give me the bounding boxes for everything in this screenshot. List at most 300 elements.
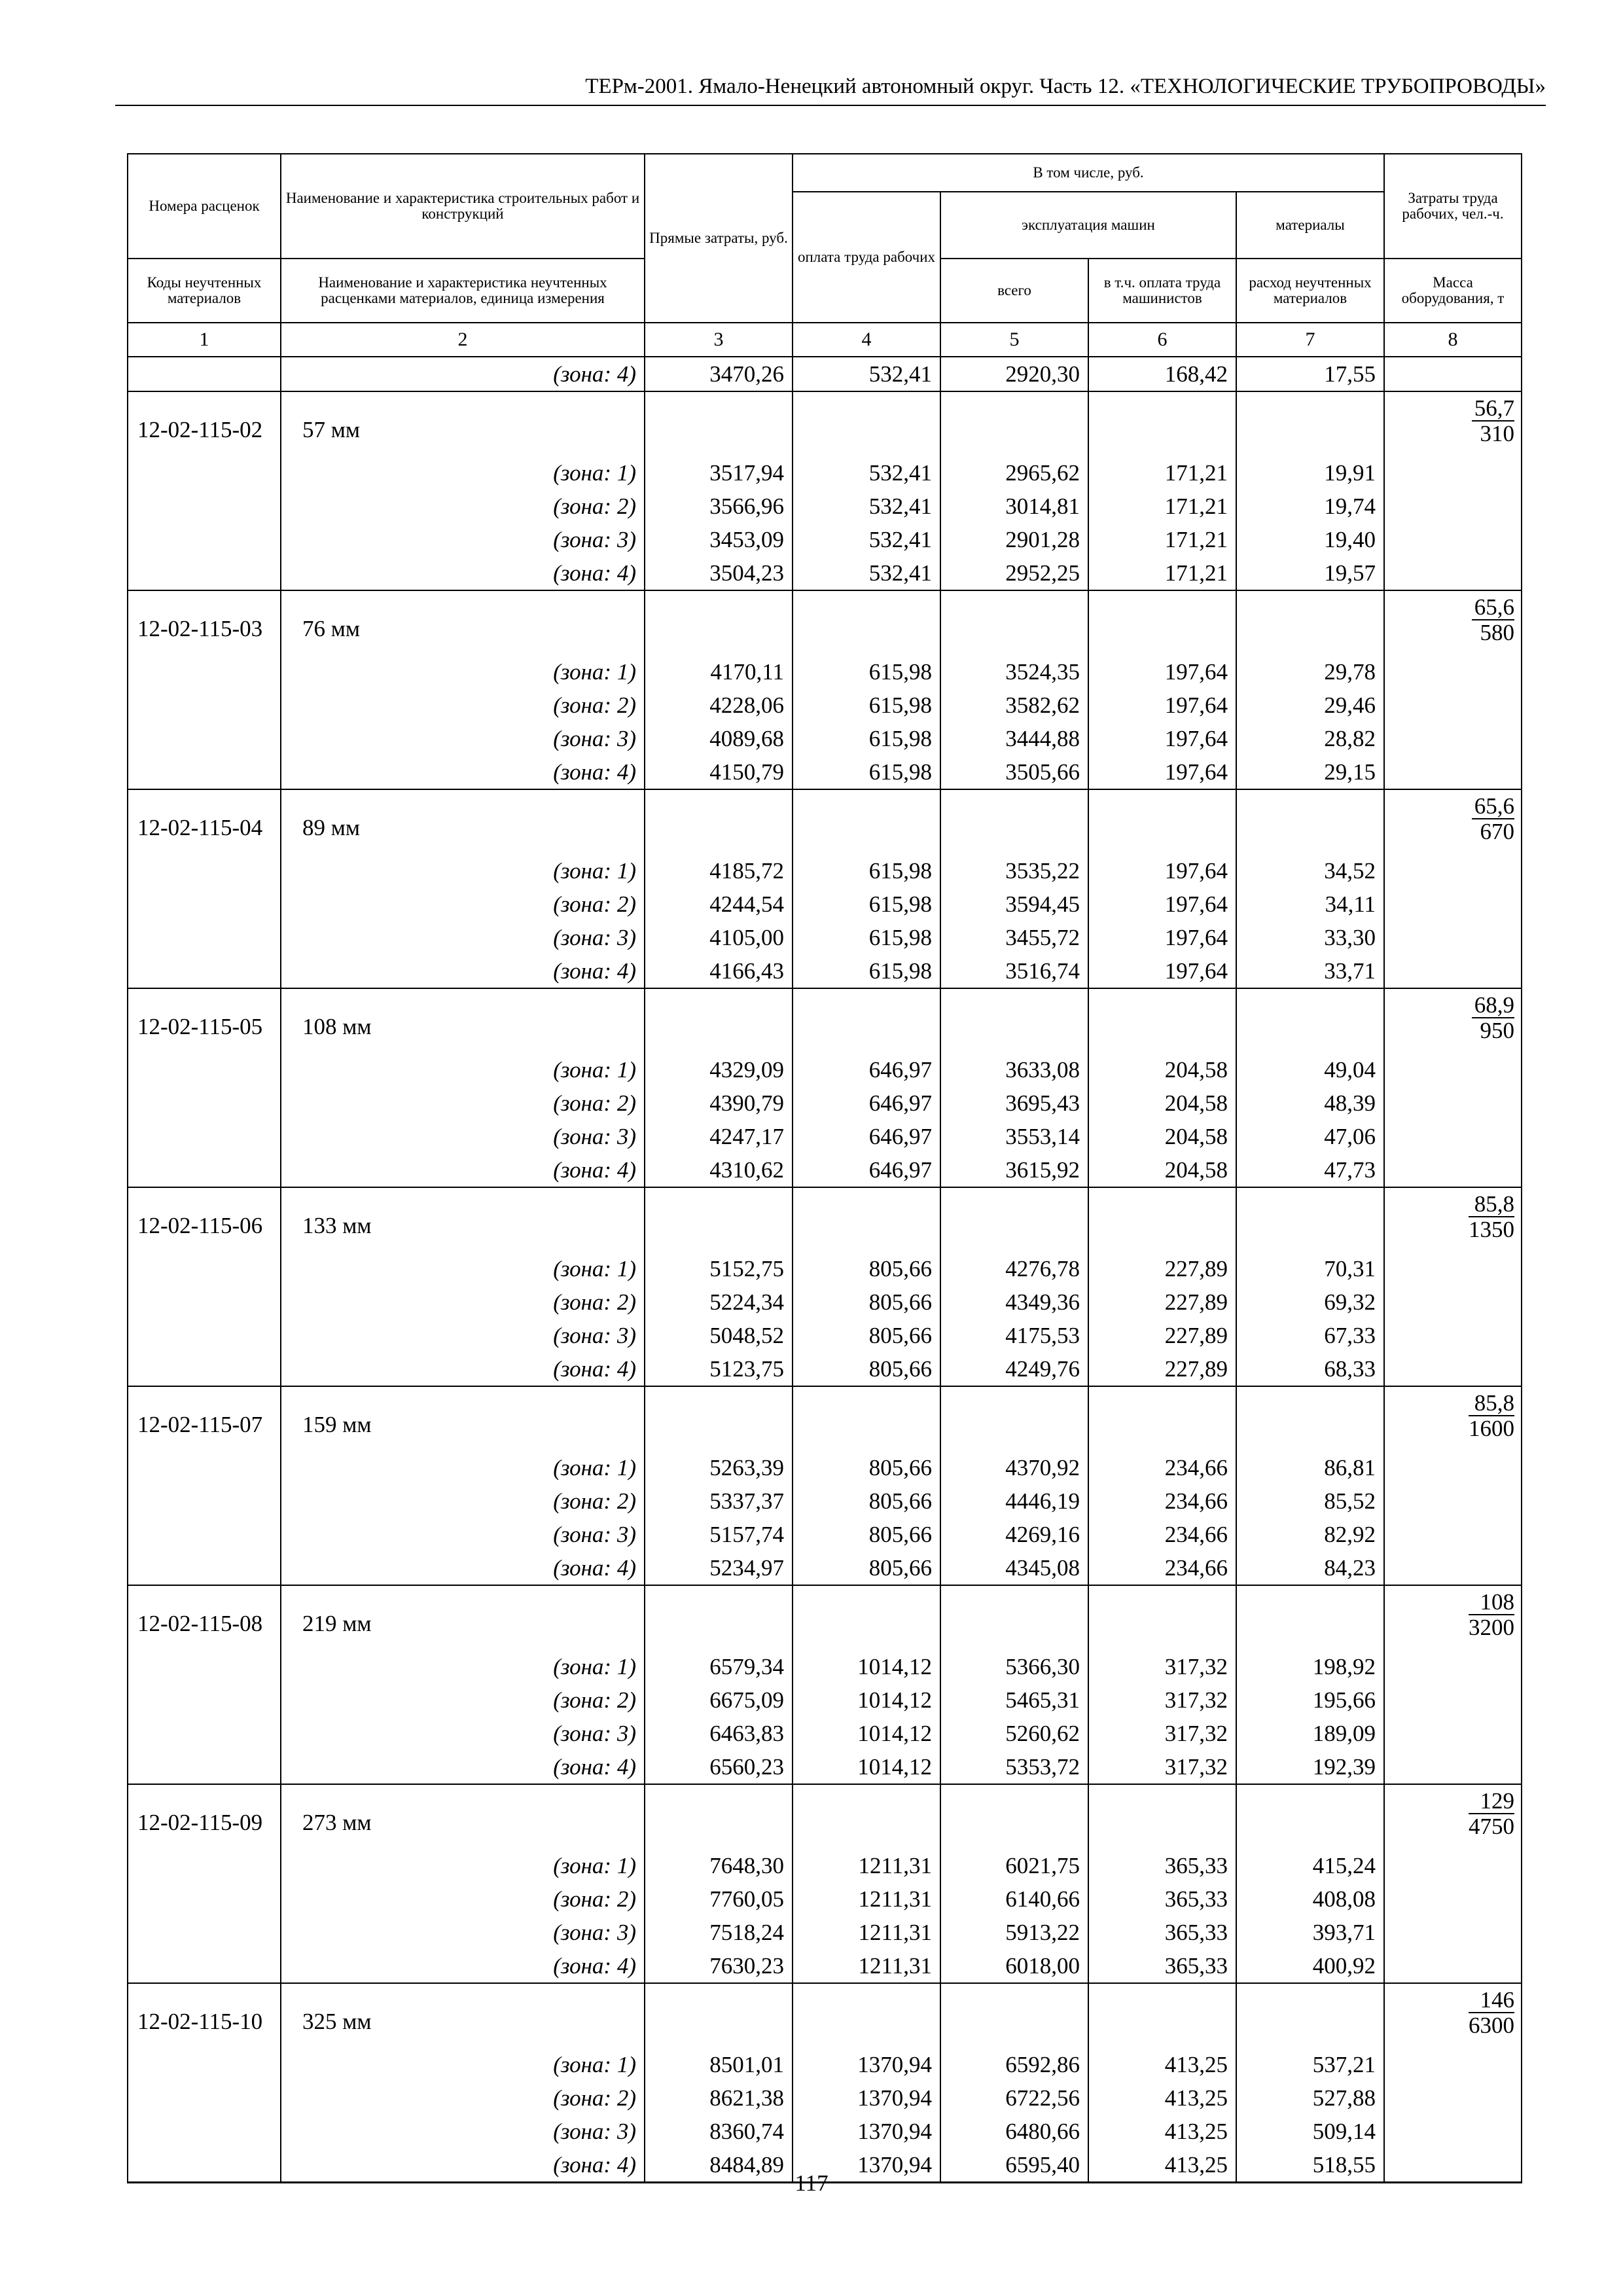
wages-value: 532,41 (793, 523, 940, 556)
operator-wages-value: 234,66 (1088, 1518, 1236, 1551)
direct-costs-value: 4105,00 (645, 921, 793, 954)
empty-cell (645, 1187, 793, 1252)
mass-cell (1384, 1285, 1522, 1319)
equipment-mass-value: 1600 (1469, 1416, 1515, 1441)
machines-total-value: 3516,74 (940, 954, 1088, 988)
operator-wages-value: 317,32 (1088, 1717, 1236, 1750)
wages-value: 615,98 (793, 888, 940, 921)
materials-value: 33,30 (1236, 921, 1384, 954)
mass-cell (1384, 1352, 1522, 1386)
machines-total-value: 3633,08 (940, 1053, 1088, 1086)
zone-label: (зона: 3) (281, 1518, 645, 1551)
machines-total-value: 6021,75 (940, 1849, 1088, 1882)
mass-cell (1384, 1518, 1522, 1551)
rate-code: 12-02-115-10 (128, 1983, 281, 2048)
rate-code: 12-02-115-02 (128, 391, 281, 456)
table-row (128, 1252, 1522, 1285)
machines-total-value: 6018,00 (940, 1949, 1088, 1983)
wages-value: 646,97 (793, 1053, 940, 1086)
materials-value: 408,08 (1236, 1882, 1384, 1916)
empty-cell (793, 391, 940, 456)
code-cell (128, 1285, 281, 1319)
zone-label: (зона: 2) (281, 2081, 645, 2115)
empty-cell (940, 1983, 1088, 2048)
labor-costs-value: 56,7 (1472, 396, 1514, 422)
equipment-mass-value: 580 (1480, 620, 1515, 645)
wages-value: 1211,31 (793, 1916, 940, 1949)
wages-value: 615,98 (793, 722, 940, 755)
materials-value: 189,09 (1236, 1717, 1384, 1750)
labor-mass-cell (1384, 1983, 1522, 2048)
direct-costs-value: 4228,06 (645, 689, 793, 722)
table-row (128, 1683, 1522, 1717)
materials-value: 509,14 (1236, 2115, 1384, 2148)
direct-costs-value: 5337,37 (645, 1484, 793, 1518)
table-row (128, 722, 1522, 755)
code-cell (128, 1882, 281, 1916)
operator-wages-value: 234,66 (1088, 1451, 1236, 1484)
mass-cell (1384, 1252, 1522, 1285)
wages-value: 532,41 (793, 456, 940, 490)
machines-total-value: 3553,14 (940, 1120, 1088, 1153)
rate-code: 12-02-115-05 (128, 988, 281, 1053)
zone-label: (зона: 4) (281, 357, 645, 391)
operator-wages-value: 197,64 (1088, 954, 1236, 988)
zone-label: (зона: 3) (281, 722, 645, 755)
zone-label: (зона: 2) (281, 1086, 645, 1120)
labor-mass-cell (1384, 391, 1522, 456)
mass-cell (1384, 1717, 1522, 1750)
materials-value: 29,46 (1236, 689, 1384, 722)
materials-value: 28,82 (1236, 722, 1384, 755)
column-number: 1 (128, 323, 281, 357)
table-row (128, 1153, 1522, 1187)
mass-cell (1384, 2081, 1522, 2115)
mass-cell (1384, 921, 1522, 954)
table-row (128, 1750, 1522, 1784)
materials-value: 19,57 (1236, 556, 1384, 590)
direct-costs-value: 8501,01 (645, 2048, 793, 2081)
labor-mass-fraction (1469, 1988, 1514, 2037)
materials-value: 67,33 (1236, 1319, 1384, 1352)
machines-total-value: 3524,35 (940, 655, 1088, 689)
rate-group-header-row (128, 1187, 1522, 1252)
direct-costs-value: 8484,89 (645, 2148, 793, 2183)
direct-costs-value: 6463,83 (645, 1717, 793, 1750)
mass-cell (1384, 1650, 1522, 1683)
labor-mass-fraction (1469, 1391, 1514, 1441)
table-row (128, 888, 1522, 921)
empty-cell (1088, 391, 1236, 456)
operator-wages-value: 204,58 (1088, 1153, 1236, 1187)
empty-cell (793, 1784, 940, 1849)
machines-total-value: 4370,92 (940, 1451, 1088, 1484)
materials-value: 34,52 (1236, 854, 1384, 888)
materials-value: 29,15 (1236, 755, 1384, 789)
direct-costs-value: 4390,79 (645, 1086, 793, 1120)
direct-costs-value: 4166,43 (645, 954, 793, 988)
materials-value: 85,52 (1236, 1484, 1384, 1518)
machines-total-value: 6480,66 (940, 2115, 1088, 2148)
zone-label: (зона: 4) (281, 1949, 645, 1983)
header-material-codes: Коды неучтенных материалов (128, 259, 281, 323)
table-row (128, 456, 1522, 490)
empty-cell (793, 988, 940, 1053)
code-cell (128, 1053, 281, 1086)
table-row (128, 2048, 1522, 2081)
code-cell (128, 1086, 281, 1120)
materials-value: 415,24 (1236, 1849, 1384, 1882)
materials-value: 69,32 (1236, 1285, 1384, 1319)
operator-wages-value: 197,64 (1088, 755, 1236, 789)
direct-costs-value: 3470,26 (645, 357, 793, 391)
code-cell (128, 888, 281, 921)
operator-wages-value: 365,33 (1088, 1949, 1236, 1983)
empty-cell (940, 988, 1088, 1053)
materials-value: 198,92 (1236, 1650, 1384, 1683)
mass-cell (1384, 1916, 1522, 1949)
work-name: 159 мм (281, 1386, 645, 1451)
direct-costs-value: 4329,09 (645, 1053, 793, 1086)
direct-costs-value: 5152,75 (645, 1252, 793, 1285)
column-number: 7 (1236, 323, 1384, 357)
operator-wages-value: 227,89 (1088, 1352, 1236, 1386)
operator-wages-value: 168,42 (1088, 357, 1236, 391)
zone-label: (зона: 3) (281, 523, 645, 556)
rate-code: 12-02-115-06 (128, 1187, 281, 1252)
column-number: 3 (645, 323, 793, 357)
operator-wages-value: 171,21 (1088, 556, 1236, 590)
code-cell (128, 1252, 281, 1285)
labor-mass-fraction (1472, 993, 1514, 1043)
empty-cell (940, 1187, 1088, 1252)
rate-group-header-row (128, 1784, 1522, 1849)
labor-mass-cell (1384, 590, 1522, 655)
operator-wages-value: 197,64 (1088, 722, 1236, 755)
column-number: 8 (1384, 323, 1522, 357)
materials-value: 34,11 (1236, 888, 1384, 921)
empty-cell (793, 1983, 940, 2048)
table-row (128, 1717, 1522, 1750)
code-cell (128, 854, 281, 888)
empty-cell (1236, 789, 1384, 854)
empty-cell (645, 1784, 793, 1849)
operator-wages-value: 197,64 (1088, 921, 1236, 954)
table-row (128, 1882, 1522, 1916)
zone-label: (зона: 4) (281, 556, 645, 590)
materials-value: 192,39 (1236, 1750, 1384, 1784)
direct-costs-value: 3453,09 (645, 523, 793, 556)
empty-cell (1088, 1585, 1236, 1650)
mass-cell (1384, 655, 1522, 689)
code-cell (128, 1451, 281, 1484)
table-row (128, 921, 1522, 954)
direct-costs-value: 5157,74 (645, 1518, 793, 1551)
empty-cell (1236, 988, 1384, 1053)
code-cell (128, 556, 281, 590)
header-wages: оплата труда рабочих (793, 192, 940, 323)
wages-value: 532,41 (793, 556, 940, 590)
operator-wages-value: 413,25 (1088, 2081, 1236, 2115)
mass-cell (1384, 456, 1522, 490)
machines-total-value: 2920,30 (940, 357, 1088, 391)
wages-value: 1014,12 (793, 1650, 940, 1683)
empty-cell (1088, 590, 1236, 655)
code-cell (128, 523, 281, 556)
rate-group-header-row (128, 1386, 1522, 1451)
table-row (128, 1949, 1522, 1983)
wages-value: 1014,12 (793, 1717, 940, 1750)
materials-value: 48,39 (1236, 1086, 1384, 1120)
rate-code: 12-02-115-08 (128, 1585, 281, 1650)
rate-code: 12-02-115-04 (128, 789, 281, 854)
zone-label: (зона: 3) (281, 1717, 645, 1750)
table-row (128, 854, 1522, 888)
header-machines: эксплуатация машин (940, 192, 1236, 259)
zone-label: (зона: 4) (281, 1551, 645, 1585)
equipment-mass-value: 310 (1480, 421, 1515, 446)
empty-cell (940, 1784, 1088, 1849)
machines-total-value: 2952,25 (940, 556, 1088, 590)
table-row (128, 1451, 1522, 1484)
materials-value: 49,04 (1236, 1053, 1384, 1086)
column-number: 4 (793, 323, 940, 357)
mass-cell (1384, 1551, 1522, 1585)
materials-value: 29,78 (1236, 655, 1384, 689)
operator-wages-value: 227,89 (1088, 1285, 1236, 1319)
operator-wages-value: 365,33 (1088, 1916, 1236, 1949)
wages-value: 1014,12 (793, 1683, 940, 1717)
rate-group-header-row (128, 988, 1522, 1053)
direct-costs-value: 3504,23 (645, 556, 793, 590)
machines-total-value: 3505,66 (940, 755, 1088, 789)
table-row (128, 523, 1522, 556)
empty-cell (645, 1386, 793, 1451)
empty-cell (1236, 1585, 1384, 1650)
column-number: 5 (940, 323, 1088, 357)
mass-cell (1384, 357, 1522, 391)
direct-costs-value: 5234,97 (645, 1551, 793, 1585)
wages-value: 646,97 (793, 1120, 940, 1153)
table-row (128, 357, 1522, 391)
header-material-names: Наименование и характеристика неучтенных расценками материалов, единица измерения (281, 259, 645, 323)
labor-costs-value: 65,6 (1472, 794, 1514, 819)
wages-value: 805,66 (793, 1319, 940, 1352)
direct-costs-value: 8360,74 (645, 2115, 793, 2148)
mass-cell (1384, 722, 1522, 755)
wages-value: 615,98 (793, 921, 940, 954)
direct-costs-value: 4247,17 (645, 1120, 793, 1153)
machines-total-value: 2901,28 (940, 523, 1088, 556)
mass-cell (1384, 1153, 1522, 1187)
code-cell (128, 1153, 281, 1187)
work-name: 76 мм (281, 590, 645, 655)
labor-mass-cell (1384, 789, 1522, 854)
rate-group-header-row (128, 1585, 1522, 1650)
table-row (128, 1352, 1522, 1386)
empty-cell (1236, 1187, 1384, 1252)
zone-label: (зона: 4) (281, 1352, 645, 1386)
empty-cell (1088, 1784, 1236, 1849)
direct-costs-value: 6675,09 (645, 1683, 793, 1717)
rate-code: 12-02-115-09 (128, 1784, 281, 1849)
page-number: 117 (794, 2170, 829, 2196)
empty-cell (1236, 1784, 1384, 1849)
wages-value: 646,97 (793, 1086, 940, 1120)
materials-value: 400,92 (1236, 1949, 1384, 1983)
operator-wages-value: 227,89 (1088, 1319, 1236, 1352)
materials-value: 68,33 (1236, 1352, 1384, 1386)
zone-label: (зона: 3) (281, 2115, 645, 2148)
zone-label: (зона: 3) (281, 1916, 645, 1949)
labor-mass-fraction (1472, 794, 1514, 844)
machines-total-value: 3582,62 (940, 689, 1088, 722)
zone-label: (зона: 1) (281, 1650, 645, 1683)
equipment-mass-value: 670 (1480, 819, 1515, 844)
machines-total-value: 3455,72 (940, 921, 1088, 954)
zone-label: (зона: 3) (281, 1319, 645, 1352)
direct-costs-value: 4089,68 (645, 722, 793, 755)
header-unaccounted-materials: расход неучтенных материалов (1236, 259, 1384, 323)
code-cell (128, 722, 281, 755)
zone-label: (зона: 2) (281, 888, 645, 921)
labor-mass-fraction (1472, 396, 1514, 446)
column-number-row (128, 323, 1522, 357)
materials-value: 86,81 (1236, 1451, 1384, 1484)
operator-wages-value: 197,64 (1088, 888, 1236, 921)
table-row (128, 1551, 1522, 1585)
operator-wages-value: 413,25 (1088, 2115, 1236, 2148)
zone-label: (зона: 3) (281, 1120, 645, 1153)
materials-value: 393,71 (1236, 1916, 1384, 1949)
mass-cell (1384, 1849, 1522, 1882)
header-rule (115, 105, 1546, 106)
code-cell (128, 2081, 281, 2115)
mass-cell (1384, 523, 1522, 556)
wages-value: 1370,94 (793, 2148, 940, 2183)
operator-wages-value: 317,32 (1088, 1650, 1236, 1683)
code-cell (128, 655, 281, 689)
code-cell (128, 954, 281, 988)
materials-value: 195,66 (1236, 1683, 1384, 1717)
empty-cell (793, 590, 940, 655)
empty-cell (1236, 1386, 1384, 1451)
empty-cell (645, 1585, 793, 1650)
work-name: 219 мм (281, 1585, 645, 1650)
direct-costs-value: 5048,52 (645, 1319, 793, 1352)
empty-cell (940, 1585, 1088, 1650)
table-row (128, 1484, 1522, 1518)
code-cell (128, 1750, 281, 1784)
labor-costs-value: 108 (1469, 1590, 1514, 1615)
machines-total-value: 5366,30 (940, 1650, 1088, 1683)
machines-total-value: 4349,36 (940, 1285, 1088, 1319)
empty-cell (1088, 1386, 1236, 1451)
materials-value: 518,55 (1236, 2148, 1384, 2183)
wages-value: 1370,94 (793, 2081, 940, 2115)
mass-cell (1384, 888, 1522, 921)
table-row (128, 490, 1522, 523)
machines-total-value: 2965,62 (940, 456, 1088, 490)
table-row (128, 1319, 1522, 1352)
code-cell (128, 1551, 281, 1585)
machines-total-value: 3535,22 (940, 854, 1088, 888)
operator-wages-value: 317,32 (1088, 1750, 1236, 1784)
empty-cell (793, 1386, 940, 1451)
empty-cell (645, 1983, 793, 2048)
labor-mass-fraction (1469, 1789, 1514, 1839)
operator-wages-value: 365,33 (1088, 1849, 1236, 1882)
wages-value: 805,66 (793, 1285, 940, 1319)
labor-mass-cell (1384, 988, 1522, 1053)
header-code-cell: Номера расценок (128, 154, 281, 259)
mass-cell (1384, 954, 1522, 988)
operator-wages-value: 171,21 (1088, 523, 1236, 556)
table-row (128, 1849, 1522, 1882)
machines-total-value: 6592,86 (940, 2048, 1088, 2081)
machines-total-value: 5913,22 (940, 1916, 1088, 1949)
labor-costs-value: 129 (1469, 1789, 1514, 1814)
operator-wages-value: 413,25 (1088, 2048, 1236, 2081)
code-cell (128, 1120, 281, 1153)
table-row (128, 689, 1522, 722)
header-name-cell: Наименование и характеристика строительных работ и конструкций (281, 154, 645, 259)
materials-value: 17,55 (1236, 357, 1384, 391)
code-cell (128, 1650, 281, 1683)
table-body (128, 357, 1522, 2183)
mass-cell (1384, 1882, 1522, 1916)
empty-cell (793, 1585, 940, 1650)
empty-cell (940, 590, 1088, 655)
direct-costs-value: 4310,62 (645, 1153, 793, 1187)
code-cell (128, 1319, 281, 1352)
labor-mass-cell (1384, 1187, 1522, 1252)
direct-costs-value: 7630,23 (645, 1949, 793, 1983)
materials-value: 33,71 (1236, 954, 1384, 988)
zone-label: (зона: 4) (281, 954, 645, 988)
direct-costs-value: 3517,94 (645, 456, 793, 490)
wages-value: 805,66 (793, 1252, 940, 1285)
table-row (128, 1053, 1522, 1086)
header-labor-costs: Затраты труда рабочих, чел.-ч. (1384, 154, 1522, 259)
work-name: 108 мм (281, 988, 645, 1053)
mass-cell (1384, 1319, 1522, 1352)
wages-value: 615,98 (793, 854, 940, 888)
machines-total-value: 4345,08 (940, 1551, 1088, 1585)
machines-total-value: 3444,88 (940, 722, 1088, 755)
wages-value: 615,98 (793, 655, 940, 689)
mass-cell (1384, 490, 1522, 523)
machines-total-value: 5353,72 (940, 1750, 1088, 1784)
table-row (128, 1285, 1522, 1319)
wages-value: 1370,94 (793, 2115, 940, 2148)
operator-wages-value: 204,58 (1088, 1053, 1236, 1086)
operator-wages-value: 171,21 (1088, 490, 1236, 523)
mass-cell (1384, 1750, 1522, 1784)
labor-mass-cell (1384, 1784, 1522, 1849)
table-row (128, 655, 1522, 689)
materials-value: 19,74 (1236, 490, 1384, 523)
rate-group-header-row (128, 1983, 1522, 2048)
rate-group-header-row (128, 391, 1522, 456)
rate-group-header-row (128, 590, 1522, 655)
operator-wages-value: 197,64 (1088, 689, 1236, 722)
machines-total-value: 6722,56 (940, 2081, 1088, 2115)
operator-wages-value: 227,89 (1088, 1252, 1236, 1285)
operator-wages-value: 171,21 (1088, 456, 1236, 490)
zone-label: (зона: 2) (281, 689, 645, 722)
direct-costs-value: 7760,05 (645, 1882, 793, 1916)
